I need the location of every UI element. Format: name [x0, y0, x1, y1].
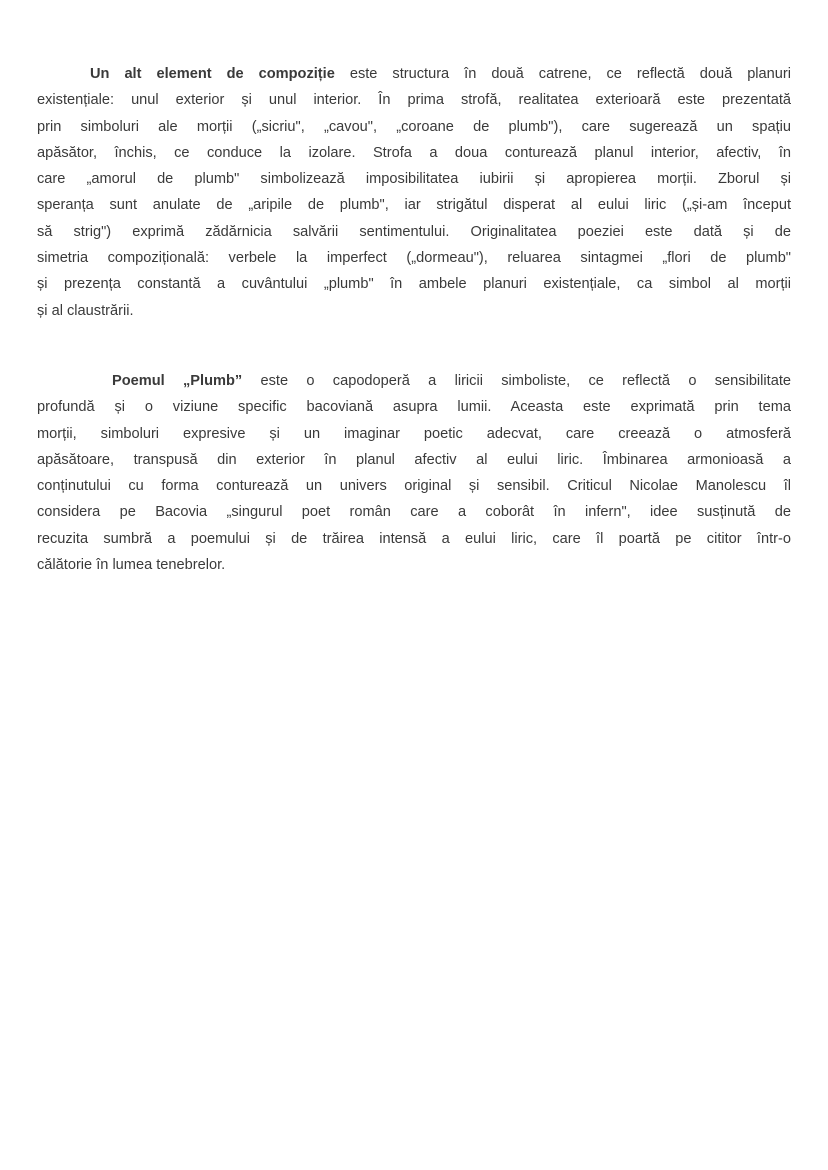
text-line: apăsătoare, transpusă din exterior în planul afectiv al eului liric. Îmbinarea armonioasă a — [37, 451, 791, 468]
text-line: morții, simboluri expresive și un imaginar poetic adecvat, care creează o atmosferă — [37, 425, 791, 442]
text-line: care „amorul de plumb" simbolizează imposibilitatea iubirii și apropierea morții. Zborul și — [37, 171, 791, 188]
text-line: și al claustrării. — [37, 302, 134, 319]
text-line: recuzita sumbră a poemului și de trăirea intensă a eului liric, care îl poartă pe cititor într-o — [37, 530, 791, 547]
paragraph-conclusion — [37, 368, 791, 578]
paragraph-lead-bold: Poemul „Plumb” — [112, 372, 243, 389]
line-text: este o capodoperă a liricii simboliste, ce reflectă o sensibilitate — [242, 372, 791, 389]
text-line — [37, 61, 791, 87]
essay-text — [37, 61, 791, 578]
paragraph-lead-bold: Un alt element de compoziție — [90, 66, 335, 82]
text-line — [37, 368, 791, 394]
text-line: să strig") exprimă zădărnicia salvării sentimentului. Originalitatea poeziei este dată și de — [37, 223, 791, 240]
paragraph-composition — [37, 61, 791, 324]
text-line: prin simboluri ale morții („sicriu", „cavou", „coroane de plumb"), care sugerează un spațiu — [37, 118, 791, 135]
text-line: călătorie în lumea tenebrelor. — [37, 557, 226, 574]
text-line: speranța sunt anulate de „aripile de plumb", iar strigătul disperat al eului liric („și-am început — [37, 197, 791, 214]
text-line: simetria compozițională: verbele la imperfect („dormeau"), reluarea sintagmei „flori de plumb" — [37, 250, 791, 267]
text-line: și prezența constantă a cuvântului „plumb" în ambele planuri existențiale, ca simbol al morții — [37, 276, 791, 293]
text-line: apăsător, închis, ce conduce la izolare. Strofa a doua conturează planul interior, afectiv, în — [37, 144, 791, 161]
line-text: este structura în două catrene, ce reflectă două planuri — [334, 66, 791, 82]
text-line: profundă și o viziune specific bacoviană asupra lumii. Aceasta este exprimată prin tema — [37, 399, 791, 416]
text-line: existențiale: unul exterior și unul interior. În prima strofă, realitatea exterioară este prezentată — [37, 92, 791, 109]
text-line: considera pe Bacovia „singurul poet român care a coborât în infern", idee susținută de — [37, 504, 791, 521]
text-line: conținutului cu forma conturează un univers original și sensibil. Criticul Nicolae Manolescu îl — [37, 478, 791, 495]
